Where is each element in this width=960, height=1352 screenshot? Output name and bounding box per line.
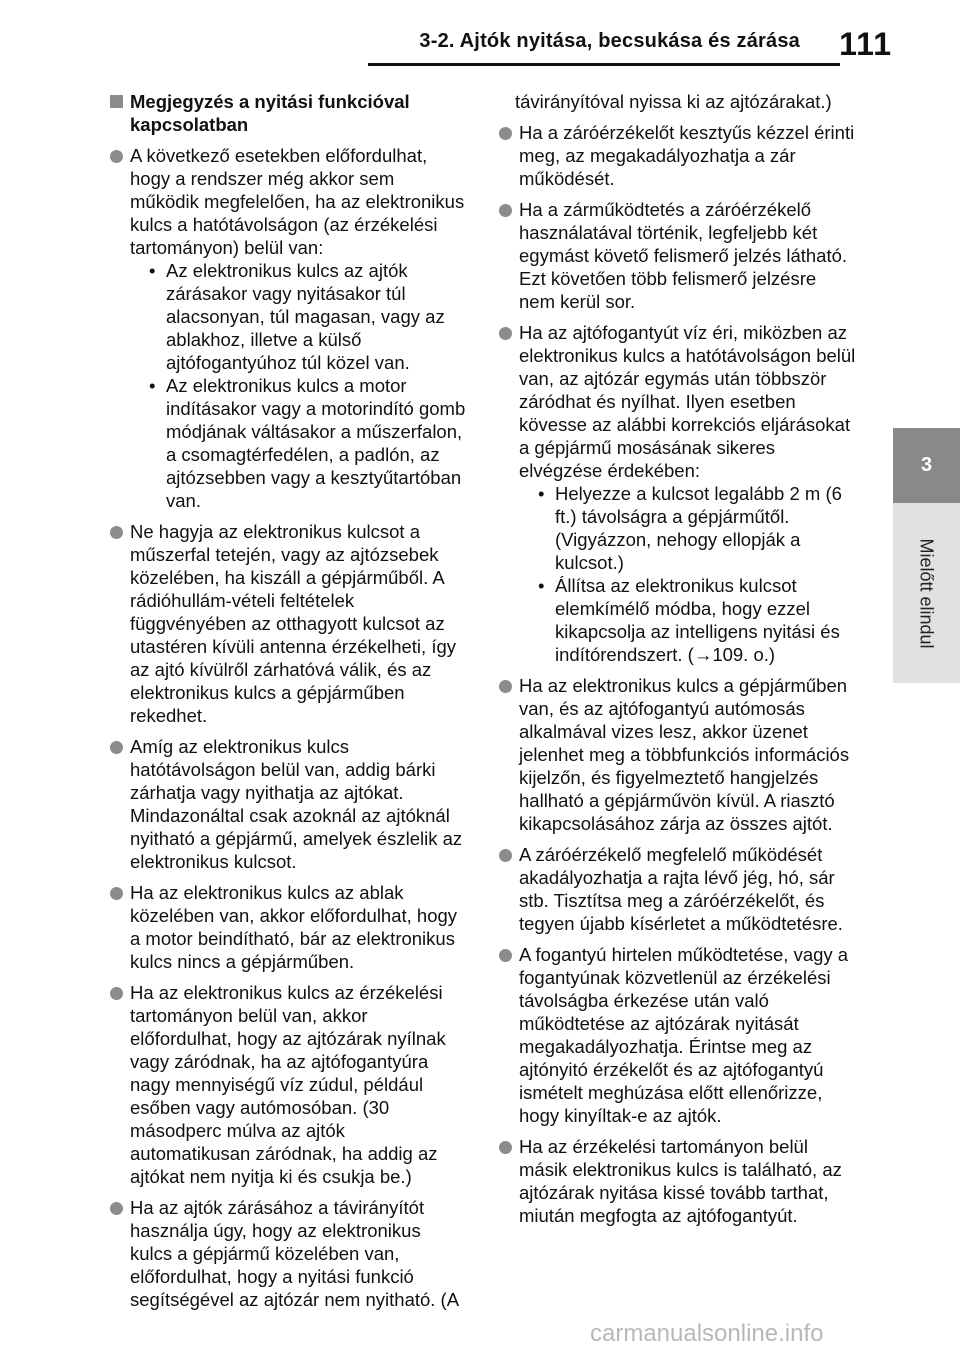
note-paragraph [108, 144, 466, 512]
round-bullet-icon [110, 526, 123, 539]
left-column [108, 90, 466, 1319]
bullet-mark: • [149, 375, 156, 396]
note-paragraph [108, 520, 466, 727]
note-paragraph [497, 121, 857, 190]
bullet-mark: • [538, 575, 545, 596]
sub-bullet [130, 374, 466, 512]
round-bullet-icon [110, 987, 123, 1000]
note-paragraph [497, 943, 857, 1127]
round-bullet-icon [110, 150, 123, 163]
sub-bullet [130, 259, 466, 374]
watermark: carmanualsonline.info [590, 1320, 824, 1347]
paragraph-text: Ha az ajtófogantyút víz éri, miközben az elektronikus kulcs a hatótávolságon belül van, az ajtózár egymás után többször záródhat és nyílhat. Ilyen esetben kövesse az alábbi korrekciós eljárásokat a gépjármű mosásának sikeres elvégzése érdekében: [519, 322, 856, 481]
round-bullet-icon [499, 204, 512, 217]
chapter-title: 3-2. Ajtók nyitása, becsukása és zárása [419, 30, 800, 52]
chapter-number-box [893, 428, 960, 503]
paragraph-text: A fogantyú hirtelen működtetése, vagy a fogantyúnak közvetlenül az érzékelési távolságba érkezése után való működtetése az ajtózárak nyitását megakadályozhatja. Érintse meg az ajtónyitó érzékelőt és az ajtófogantyú ismételt meghúzása előtt ellenőrizze, hogy kinyíltak-e az ajtók. [519, 944, 849, 1126]
round-bullet-icon [499, 1141, 512, 1154]
chapter-number: 3 [920, 454, 933, 476]
chapter-tab-label [893, 503, 960, 683]
note-paragraph [108, 981, 466, 1188]
note-paragraph [497, 674, 857, 835]
round-bullet-icon [110, 887, 123, 900]
paragraph-text: Ha az érzékelési tartományon belül másik elektronikus kulcs is található, az ajtózárak nyitása kissé tovább tarthat, miután megfogta az ajtófogantyút. [519, 1136, 842, 1226]
note-paragraph [497, 321, 857, 666]
note-paragraph [108, 881, 466, 973]
bullet-mark: • [538, 483, 545, 504]
page-number: 111 [839, 26, 892, 62]
round-bullet-icon [499, 127, 512, 140]
paragraph-text: Ha az elektronikus kulcs az ablak közelében van, akkor előfordulhat, hogy a motor beindítható, bár az elektronikus kulcs nincs a gépjárműben. [130, 882, 458, 972]
bullet-mark: • [149, 260, 156, 281]
section-heading-text: Megjegyzés a nyitási funkcióval kapcsolatban [130, 91, 410, 135]
round-bullet-icon [499, 327, 512, 340]
page-header [0, 0, 960, 70]
paragraph-text: Ha az elektronikus kulcs a gépjárműben van, és az ajtófogantyú autómosás alkalmával vizes lesz, akkor üzenet jelenhet meg a többfunkciós információs kijelzőn, és figyelmeztető hangjelzés hallható a gépjárművön kívül. A riasztó kikapcsolásához zárja az összes ajtót. [519, 675, 850, 834]
round-bullet-icon [499, 680, 512, 693]
square-bullet-icon [110, 95, 123, 108]
paragraph-text: Amíg az elektronikus kulcs hatótávolságon belül van, addig bárki zárhatja vagy nyithatja az ajtókat. Mindazonáltal csak azoknál az ajtóknál nyitható a gépjármű, amelyek észlelik az elektronikus kulcsot. [130, 736, 463, 872]
note-paragraph [108, 735, 466, 873]
sub-bullet-text: Az elektronikus kulcs a motor indításakor vagy a motorindító gomb módjának váltásakor a műszerfalon, a csomagtérfedélen, a padlón, az ajtózsebben vagy a kesztyűtartóban van. [166, 375, 466, 511]
round-bullet-icon [499, 949, 512, 962]
round-bullet-icon [110, 741, 123, 754]
round-bullet-icon [110, 1202, 123, 1215]
sub-bullet [519, 574, 857, 666]
paragraph-text: Ha az ajtók zárásához a távirányítót használja úgy, hogy az elektronikus kulcs a gépjármű közelében van, előfordulhat, hogy a nyitási funkció segítségével az ajtózár nem nyitható. (A [130, 1197, 460, 1310]
sub-bullet-text: Helyezze a kulcsot legalább 2 m (6 ft.) távolságra a gépjárműtől. (Vigyázzon, nehogy ellopják a kulcsot.) [555, 483, 842, 573]
section-heading [108, 90, 466, 136]
paragraph-text: Ha a záróérzékelőt kesztyűs kézzel érinti meg, az megakadályozhatja a zár működését. [519, 122, 855, 189]
sub-bullet-text: Az elektronikus kulcs az ajtók zárásakor vagy nyitásakor túl alacsonyan, túl magasan, vagy az ablakhoz, illetve a külső ajtófogantyúhoz túl közel van. [166, 260, 445, 373]
note-paragraph [108, 1196, 466, 1311]
round-bullet-icon [499, 849, 512, 862]
right-column [497, 90, 857, 1235]
paragraph-text: Ne hagyja az elektronikus kulcsot a műszerfal tetején, vagy az ajtózsebek közelében, ha kiszáll a gépjárműből. A rádióhullám-vételi feltételek függvényében az otthagyott kulcsot az utastéren kívüli antenna érzékelheti, így az ajtó kívülről zárhatóvá válik, és az elektronikus kulcs a gépjárműben rekedhet. [130, 521, 456, 726]
paragraph-text: A záróérzékelő megfelelő működését akadályozhatja a rajta lévő jég, hó, sár stb. Tisztítsa meg a záróérzékelőt, és tegyen újabb kísérletet a működtetésre. [519, 844, 843, 934]
sub-bullet-text: Állítsa az elektronikus kulcsot elemkímélő módba, hogy ezzel kikapcsolja az intelligens nyitási és indítórendszert. (→109. o.) [555, 575, 840, 665]
paragraph-text: Ha az elektronikus kulcs az érzékelési tartományon belül van, akkor előfordulhat, hogy az ajtózárak nyílnak vagy záródnak, ha az ajtófogantyúra nagy mennyiségű víz zúdul, például esőben vagy autómosóban. (30 másodperc múlva az ajtók automatikusan záródnak, ha addig az ajtókat nem nyitja ki és csukja be.) [130, 982, 446, 1187]
paragraph-text: A következő esetekben előfordulhat, hogy a rendszer még akkor sem működik megfelelően, ha az elektronikus kulcs a hatótávolságon (az érzékelési tartományon) belül van: [130, 145, 465, 258]
sub-bullet [519, 482, 857, 574]
header-rule [368, 63, 840, 66]
chapter-tab-text: Mielőtt elindul [917, 537, 937, 649]
note-paragraph [497, 1135, 857, 1227]
paragraph-text: Ha a zárműködtetés a záróérzékelő használatával történik, legfeljebb két egymást követő felismerő jelzés látható. Ezt követően több felismerő jelzésre nem kerül sor. [519, 199, 848, 312]
continued-paragraph: távirányítóval nyissa ki az ajtózárakat.) [515, 91, 832, 112]
note-paragraph [497, 198, 857, 313]
note-paragraph [497, 843, 857, 935]
